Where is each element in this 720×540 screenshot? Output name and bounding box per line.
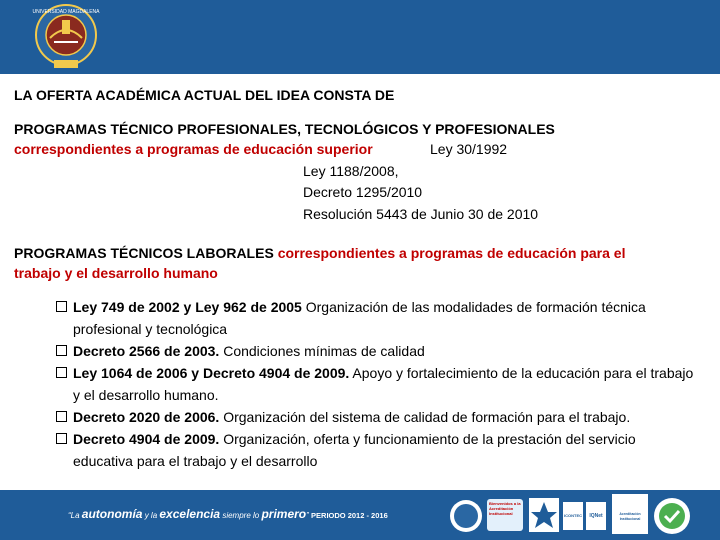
law-item-1: Ley 30/1992 xyxy=(430,141,508,157)
section2-heading: PROGRAMAS TÉCNICOS LABORALES xyxy=(14,245,274,261)
section1-subtitle: correspondientes a programas de educación superior xyxy=(14,141,373,157)
checkbox-bullet-icon xyxy=(56,301,67,312)
icontec-badge: ICONTEC xyxy=(563,502,583,530)
law-item-2: Ley 1188/2008, xyxy=(303,163,399,179)
law-item-4: Resolución 5443 de Junio 30 de 2010 xyxy=(303,206,539,222)
regulation-list xyxy=(56,296,696,472)
section2-heading-line xyxy=(14,244,625,262)
university-seal-logo xyxy=(28,2,104,72)
footer-period: PERIODO 2012 - 2016 xyxy=(311,511,388,520)
footer-slogan: “La autonomía y la excelencia siempre lo primero” PERIODO 2012 - 2016 xyxy=(68,507,388,521)
footer-bar xyxy=(0,490,720,540)
list-item: Decreto 2020 de 2006. Organización del sistema de calidad de formación para el trabajo. xyxy=(56,406,696,428)
section2-subtitle-1: correspondientes a programas de educación para el xyxy=(277,245,626,261)
checkbox-bullet-icon xyxy=(56,367,67,378)
university-badge-icon xyxy=(448,498,484,534)
slide-content xyxy=(0,74,720,490)
list-item: Decreto 2566 de 2003. Condiciones mínimas de calidad xyxy=(56,340,696,362)
list-item: Ley 749 de 2002 y Ley 962 de 2005 Organización de las modalidades de formación técnica profesional y tecnológica xyxy=(56,296,696,340)
accreditation-welcome-badge: Bienvenidos a la Acreditación Institucional xyxy=(487,499,523,531)
section2-subtitle-2: trabajo y el desarrollo humano xyxy=(14,265,218,281)
checkbox-bullet-icon xyxy=(56,433,67,444)
checkbox-bullet-icon xyxy=(56,345,67,356)
checkbox-bullet-icon xyxy=(56,411,67,422)
section1-heading: PROGRAMAS TÉCNICO PROFESIONALES, TECNOLÓGICOS Y PROFESIONALES xyxy=(14,121,555,137)
list-item: Decreto 4904 de 2009. Organización, oferta y funcionamiento de la prestación del servicio educativa para el trabajo y el desarrollo xyxy=(56,428,696,472)
list-item: Ley 1064 de 2006 y Decreto 4904 de 2009. Apoyo y fortalecimiento de la educación para el trabajo y el desarrollo humano. xyxy=(56,362,696,406)
quality-star-icon xyxy=(529,498,559,532)
logo-text: UNIVERSIDAD MAGDALENA xyxy=(32,9,100,15)
institutional-accreditation-badge: Acreditación Institucional xyxy=(612,494,648,534)
quality-seal-icon xyxy=(652,496,692,536)
law-item-3: Decreto 1295/2010 xyxy=(303,184,423,200)
top-header-bar xyxy=(0,0,720,74)
iqnet-badge: IQNet xyxy=(586,502,606,530)
slide-title: LA OFERTA ACADÉMICA ACTUAL DEL IDEA CONSTA DE xyxy=(14,87,395,103)
